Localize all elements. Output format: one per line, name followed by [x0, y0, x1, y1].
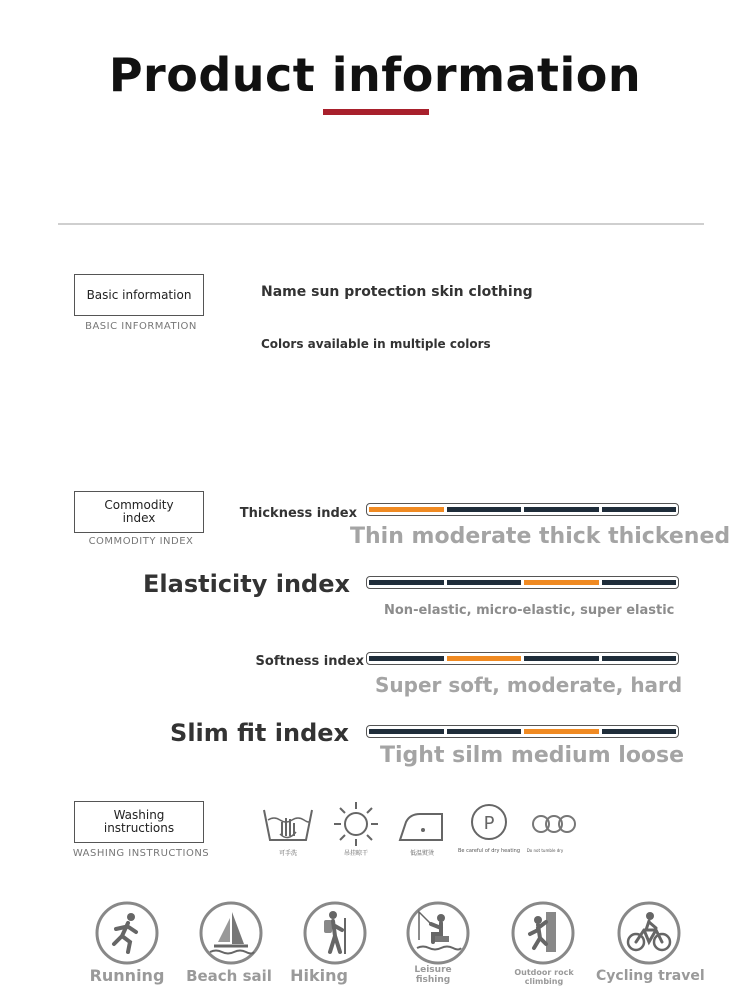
- fishing-label-line-2: fishing: [415, 975, 451, 985]
- bar-segment: [369, 656, 444, 661]
- bar-segment: [602, 580, 677, 585]
- page-title: Product information: [108, 48, 642, 102]
- rock-climbing-icon: [510, 900, 576, 966]
- product-colors-line: Colors available in multiple colors: [261, 337, 491, 351]
- bar-segment-active: [369, 507, 444, 512]
- beach-sail-label: Beach sail: [186, 967, 272, 985]
- fishing-icon: [405, 900, 471, 966]
- fishing-label: [383, 965, 483, 985]
- hiking-label: Hiking: [290, 966, 348, 985]
- bar-segment-active: [447, 656, 522, 661]
- slim-fit-index-label: Slim fit index: [170, 719, 349, 747]
- running-label: Running: [89, 966, 165, 985]
- bar-segment: [447, 580, 522, 585]
- sun-dry-icon: [330, 800, 382, 848]
- dry-clean-caption: Be careful of dry heating: [457, 848, 521, 854]
- do-not-tumble-icon: [528, 800, 580, 848]
- thickness-index-bar: [366, 503, 679, 516]
- dry-clean-icon: [463, 800, 515, 848]
- bar-segment: [602, 507, 677, 512]
- running-icon: [94, 900, 160, 966]
- washing-instructions-box: [74, 801, 204, 843]
- rock-climbing-label-line-1: Outdoor rock: [514, 968, 574, 977]
- low-iron-icon: [396, 800, 448, 848]
- cycling-travel-label: Cycling travel: [596, 968, 705, 984]
- do-not-tumble-caption: Do not tumble dry: [526, 848, 564, 853]
- basic-information-sublabel: BASIC INFORMATION: [85, 321, 197, 332]
- commodity-label-line-1: Commodity: [104, 498, 174, 512]
- bar-segment: [447, 729, 522, 734]
- bar-segment-active: [524, 580, 599, 585]
- thickness-scale-text: Thin moderate thick thickened: [350, 524, 731, 549]
- commodity-index-box: [74, 491, 204, 533]
- elasticity-index-bar: [366, 576, 679, 589]
- washing-label-line-1: Washing: [113, 808, 165, 822]
- rock-climbing-label-line-2: climbing: [524, 977, 564, 986]
- basic-information-box: [74, 274, 204, 316]
- beach-sail-icon: [198, 900, 264, 966]
- slim-fit-scale-text: Tight silm medium loose: [380, 743, 685, 768]
- softness-index-bar: [366, 652, 679, 665]
- elasticity-index-label: Elasticity index: [143, 570, 350, 598]
- bar-segment-active: [524, 729, 599, 734]
- product-name-line: Name sun protection skin clothing: [261, 284, 533, 300]
- thickness-index-label: Thickness index: [239, 506, 357, 521]
- hiking-icon: [302, 900, 368, 966]
- commodity-label-line-2: index: [122, 511, 156, 525]
- hand-wash-caption: 可手洗: [278, 850, 297, 857]
- basic-information-label: Basic information: [86, 287, 192, 302]
- washing-label-line-2: instructions: [103, 821, 175, 835]
- softness-index-label: Softness index: [255, 654, 364, 669]
- washing-instructions-sublabel: WASHING INSTRUCTIONS: [72, 848, 210, 859]
- bar-segment: [602, 656, 677, 661]
- softness-scale-text: Super soft, moderate, hard: [375, 673, 683, 697]
- slim-fit-index-bar: [366, 725, 679, 738]
- cycling-icon: [616, 900, 682, 966]
- bar-segment: [602, 729, 677, 734]
- bar-segment: [369, 580, 444, 585]
- bar-segment: [369, 729, 444, 734]
- section-divider: [58, 223, 704, 225]
- low-iron-caption: 低温熨烫: [409, 850, 434, 857]
- bar-segment: [524, 656, 599, 661]
- commodity-index-sublabel: COMMODITY INDEX: [88, 536, 194, 547]
- rock-climbing-label: [494, 968, 594, 986]
- title-underline: [323, 109, 429, 115]
- svg-text:P: P: [483, 813, 495, 834]
- bar-segment: [447, 507, 522, 512]
- bar-segment: [524, 507, 599, 512]
- fishing-label-line-1: Leisure: [414, 965, 452, 975]
- sun-dry-caption: 吊挂晾干: [343, 850, 368, 857]
- hand-wash-icon: [262, 800, 314, 848]
- elasticity-scale-text: Non-elastic, micro-elastic, super elastic: [384, 603, 675, 618]
